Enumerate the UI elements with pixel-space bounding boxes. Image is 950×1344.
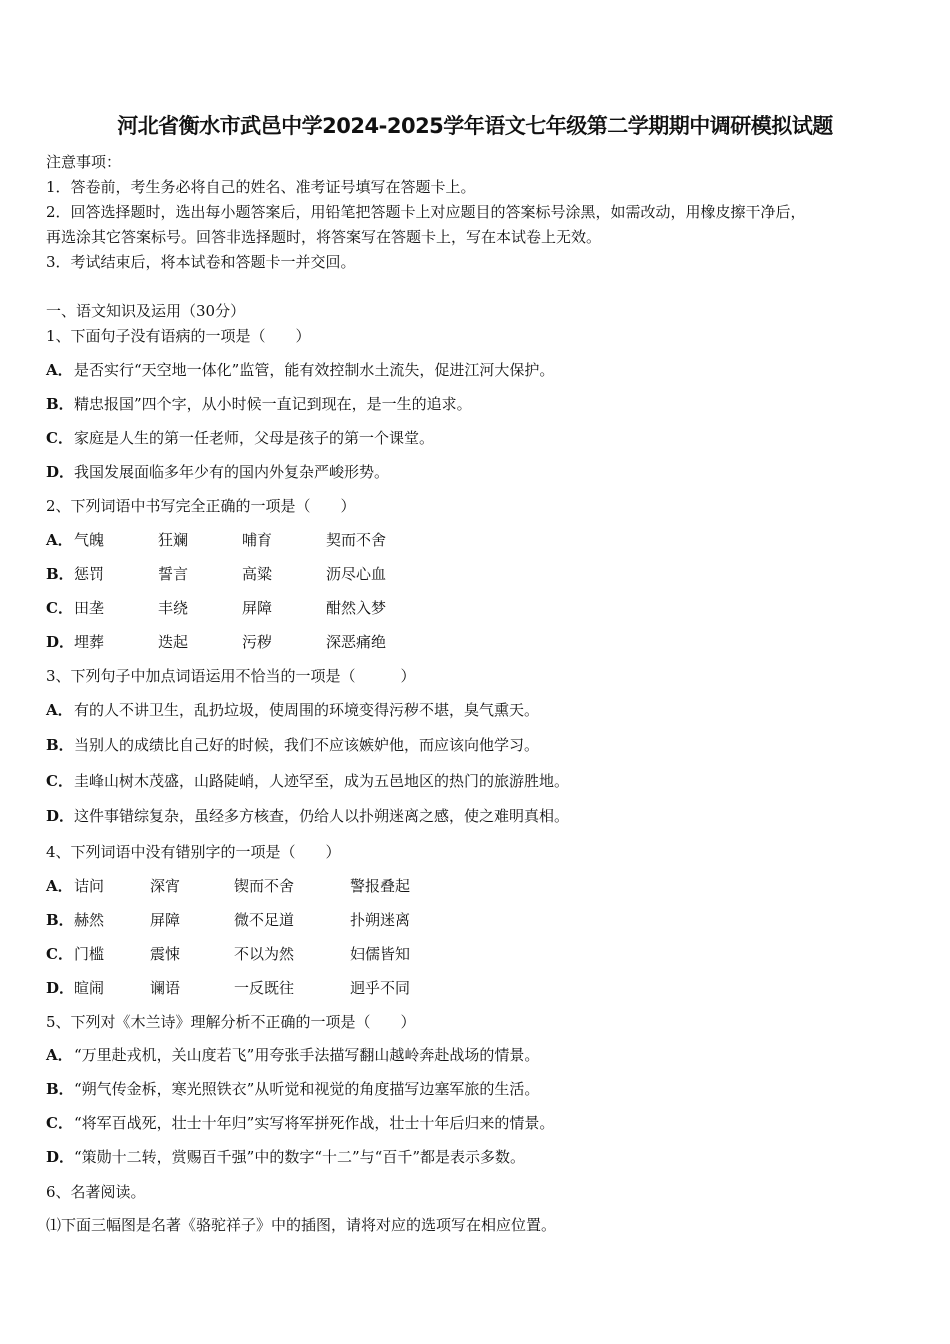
- option: [46, 771, 569, 791]
- word: 丰绕: [158, 599, 189, 617]
- option-label: B．: [46, 1080, 74, 1098]
- word: 谰语: [150, 979, 181, 997]
- word: 深恶痛绝: [326, 633, 387, 651]
- option: [46, 1079, 539, 1099]
- option: [46, 1113, 554, 1133]
- option-text: “策勋十二转，赏赐百千强”中的数字“十二”与“百千”都是表示多数。: [74, 1148, 526, 1166]
- option: [46, 1147, 525, 1167]
- option: [46, 462, 389, 482]
- page-title: 河北省衡水市武邑中学2024-2025学年语文七年级第二学期期中调研模拟试题: [117, 114, 833, 138]
- option-text: 当别人的成绩比自己好的时候，我们不应该嫉妒他，而应该向他学习。: [74, 736, 540, 754]
- word: 微不足道: [234, 911, 295, 929]
- word: 气魄: [74, 531, 105, 549]
- option-text: 精忠报国”四个字，从小时候一直记到现在，是一生的追求。: [74, 395, 472, 413]
- option-label: C．: [46, 599, 73, 617]
- question-stem: 4、下列词语中没有错别字的一项是（ ）: [46, 843, 341, 861]
- question-stem: 6、名著阅读。: [46, 1183, 146, 1201]
- word: 深宵: [150, 877, 181, 895]
- notice-heading: 注意事项：: [46, 153, 122, 171]
- question-stem: 2、下列词语中书写完全正确的一项是（ ）: [46, 497, 356, 515]
- option-text: 圭峰山树木茂盛，山路陡峭，人迹罕至，成为五邑地区的热门的旅游胜地。: [74, 772, 570, 790]
- option: [46, 1045, 539, 1065]
- notice-item: 再选涂其它答案标号。回答非选择题时，将答案写在答题卡上，写在本试卷上无效。: [46, 228, 602, 246]
- question-stem: 5、下列对《木兰诗》理解分析不正确的一项是（ ）: [46, 1013, 416, 1031]
- option-label: C．: [46, 1114, 73, 1132]
- option: [46, 394, 472, 414]
- word: 门槛: [74, 945, 105, 963]
- section-heading: 一、语文知识及运用（30分）: [46, 302, 246, 320]
- option-text: “万里赴戎机，关山度若飞”用夸张手法描写翻山越岭奔赴战场的情景。: [74, 1046, 540, 1064]
- word: 诘问: [74, 877, 105, 895]
- option-label: C．: [46, 945, 73, 963]
- word: 不以为然: [234, 945, 295, 963]
- word: 迭起: [158, 633, 189, 651]
- word: 惩罚: [74, 565, 105, 583]
- word: 赫然: [74, 911, 105, 929]
- option-label: A．: [46, 531, 73, 549]
- option: [46, 360, 554, 380]
- option: [46, 700, 539, 720]
- option-label: B．: [46, 565, 74, 583]
- notice-item: 3．考试结束后，将本试卷和答题卡一并交回。: [46, 253, 356, 271]
- option-label: B．: [46, 911, 74, 929]
- word: 一反既往: [234, 979, 295, 997]
- word: 扑朔迷离: [350, 911, 411, 929]
- word: 迥乎不同: [350, 979, 411, 997]
- option-label: A．: [46, 877, 73, 895]
- word: 妇儒皆知: [350, 945, 411, 963]
- word: 埋葬: [74, 633, 105, 651]
- notice-item: 1．答卷前，考生务必将自己的姓名、准考证号填写在答题卡上。: [46, 178, 476, 196]
- option-text: 我国发展面临多年少有的国内外复杂严峻形势。: [74, 463, 390, 481]
- word: 污秽: [242, 633, 273, 651]
- option-text: 家庭是人生的第一任老师，父母是孩子的第一个课堂。: [74, 429, 435, 447]
- word: 屏障: [150, 911, 181, 929]
- option-label: D．: [46, 463, 75, 481]
- option-text: “将军百战死，壮士十年归”实写将军拼死作战，壮士十年后归来的情景。: [74, 1114, 555, 1132]
- option-text: 这件事错综复杂，虽经多方核查，仍给人以扑朔迷离之感，使之难明真相。: [74, 807, 570, 825]
- option-text: 有的人不讲卫生，乱扔垃圾，使周围的环境变得污秽不堪，臭气熏天。: [74, 701, 540, 719]
- option-label: C．: [46, 429, 73, 447]
- question-stem: 3、下列句子中加点词语运用不恰当的一项是（ ）: [46, 667, 416, 685]
- option-label: D．: [46, 979, 75, 997]
- option: [46, 735, 539, 755]
- option-text: 是否实行“天空地一体化”监管，能有效控制水土流失，促进江河大保护。: [74, 361, 555, 379]
- option-label: B．: [46, 395, 74, 413]
- option-label: D．: [46, 633, 75, 651]
- option: [46, 806, 569, 826]
- word: 酣然入梦: [326, 599, 387, 617]
- option-label: D．: [46, 807, 75, 825]
- option-label: C．: [46, 772, 73, 790]
- option-text: “朔气传金柝，寒光照铁衣”从听觉和视觉的角度描写边塞军旅的生活。: [74, 1080, 540, 1098]
- option-label: A．: [46, 701, 73, 719]
- sub-question: ⑴下面三幅图是名著《骆驼祥子》中的插图，请将对应的选项写在相应位置。: [46, 1216, 557, 1234]
- word: 誓言: [158, 565, 189, 583]
- word: 屏障: [242, 599, 273, 617]
- word: 沥尽心血: [326, 565, 387, 583]
- word: 警报叠起: [350, 877, 411, 895]
- option-label: A．: [46, 361, 73, 379]
- word: 哺育: [242, 531, 273, 549]
- question-stem: 1、下面句子没有语病的一项是（ ）: [46, 327, 311, 345]
- option-label: D．: [46, 1148, 75, 1166]
- option-label: A．: [46, 1046, 73, 1064]
- word: 田垄: [74, 599, 105, 617]
- word: 震悚: [150, 945, 181, 963]
- option: [46, 428, 434, 448]
- word: 锲而不舍: [234, 877, 295, 895]
- notice-item: 2．回答选择题时，选出每小题答案后，用铅笔把答题卡上对应题目的答案标号涂黑，如需改动，用橡皮擦干净后，: [46, 203, 806, 221]
- word: 高粱: [242, 565, 273, 583]
- option-label: B．: [46, 736, 74, 754]
- word: 契而不舍: [326, 531, 387, 549]
- word: 狂斓: [158, 531, 189, 549]
- word: 暄闹: [74, 979, 105, 997]
